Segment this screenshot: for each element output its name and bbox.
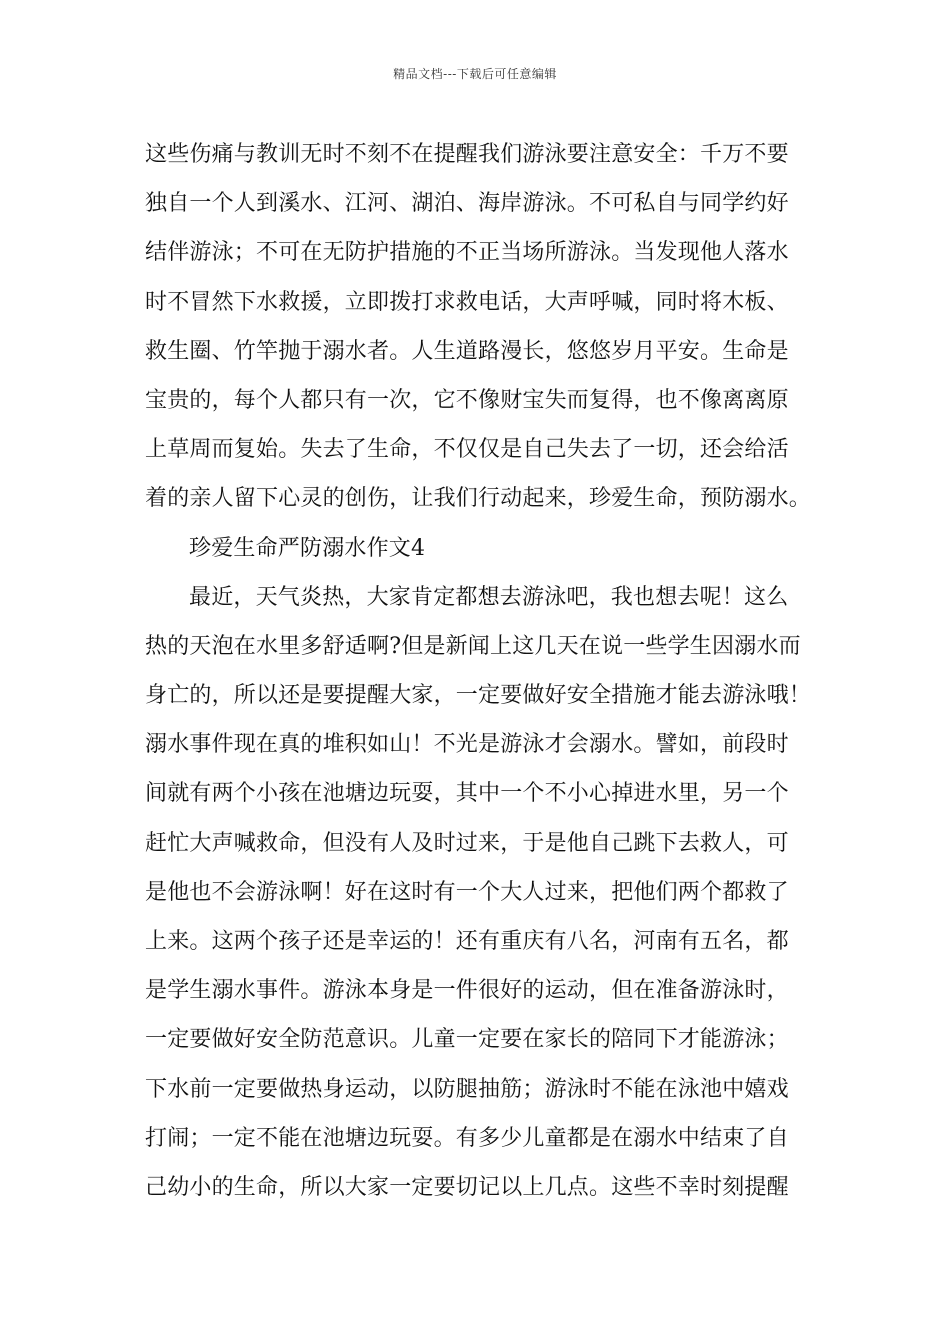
text-line: 热的天泡在水里多舒适啊?但是新闻上这几天在说一些学生因溺水而: [145, 633, 801, 659]
text-line: 最近，天气炎热，大家肯定都想去游泳吧，我也想去呢！这么: [189, 584, 789, 610]
text-line: 这些伤痛与教训无时不刻不在提醒我们游泳要注意安全：千万不要: [145, 142, 789, 167]
text-line: 救生圈、竹竿抛于溺水者。人生道路漫长，悠悠岁月平安。生命是: [145, 338, 789, 364]
text-line: 溺水事件现在真的堆积如山！不光是游泳才会溺水。譬如，前段时: [145, 732, 789, 758]
section-title: 珍爱生命严防溺水作文4: [189, 535, 426, 561]
text-line: 下水前一定要做热身运动，以防腿抽筋；游泳时不能在泳池中嬉戏: [145, 1076, 789, 1102]
text-line: 己幼小的生命，所以大家一定要切记以上几点。这些不幸时刻提醒: [145, 1174, 789, 1200]
text-line: 时不冒然下水救援，立即拨打求救电话，大声呼喊，同时将木板、: [145, 289, 789, 315]
text-line: 着的亲人留下心灵的创伤，让我们行动起来，珍爱生命，预防溺水。: [145, 486, 812, 512]
page-header: 精品文档---下载后可任意编辑: [393, 67, 557, 81]
text-line: 结伴游泳；不可在无防护措施的不正当场所游泳。当发现他人落水: [145, 240, 789, 266]
text-line: 上草周而复始。失去了生命，不仅仅是自己失去了一切，还会给活: [145, 437, 789, 463]
text-line: 是他也不会游泳啊！好在这时有一个大人过来，把他们两个都救了: [145, 879, 789, 905]
text-line: 间就有两个小孩在池塘边玩耍，其中一个不小心掉进水里，另一个: [145, 781, 789, 807]
text-line: 上来。这两个孩子还是幸运的！还有重庆有八名，河南有五名，都: [145, 929, 789, 954]
text-line: 一定要做好安全防范意识。儿童一定要在家长的陪同下才能游泳；: [145, 1027, 789, 1053]
text-line: 宝贵的，每个人都只有一次，它不像财宝失而复得，也不像离离原: [145, 387, 789, 413]
text-line: 赶忙大声喊救命，但没有人及时过来，于是他自己跳下去救人，可: [145, 830, 789, 856]
text-line: 打闹；一定不能在池塘边玩耍。有多少儿童都是在溺水中结束了自: [145, 1125, 789, 1151]
text-line: 是学生溺水事件。游泳本身是一件很好的运动，但在准备游泳时，: [145, 978, 789, 1004]
document-body: [145, 130, 825, 1212]
text-line: 身亡的，所以还是要提醒大家，一定要做好安全措施才能去游泳哦！: [145, 683, 812, 709]
text-line: 独自一个人到溪水、江河、湖泊、海岸游泳。不可私自与同学约好: [145, 191, 789, 217]
